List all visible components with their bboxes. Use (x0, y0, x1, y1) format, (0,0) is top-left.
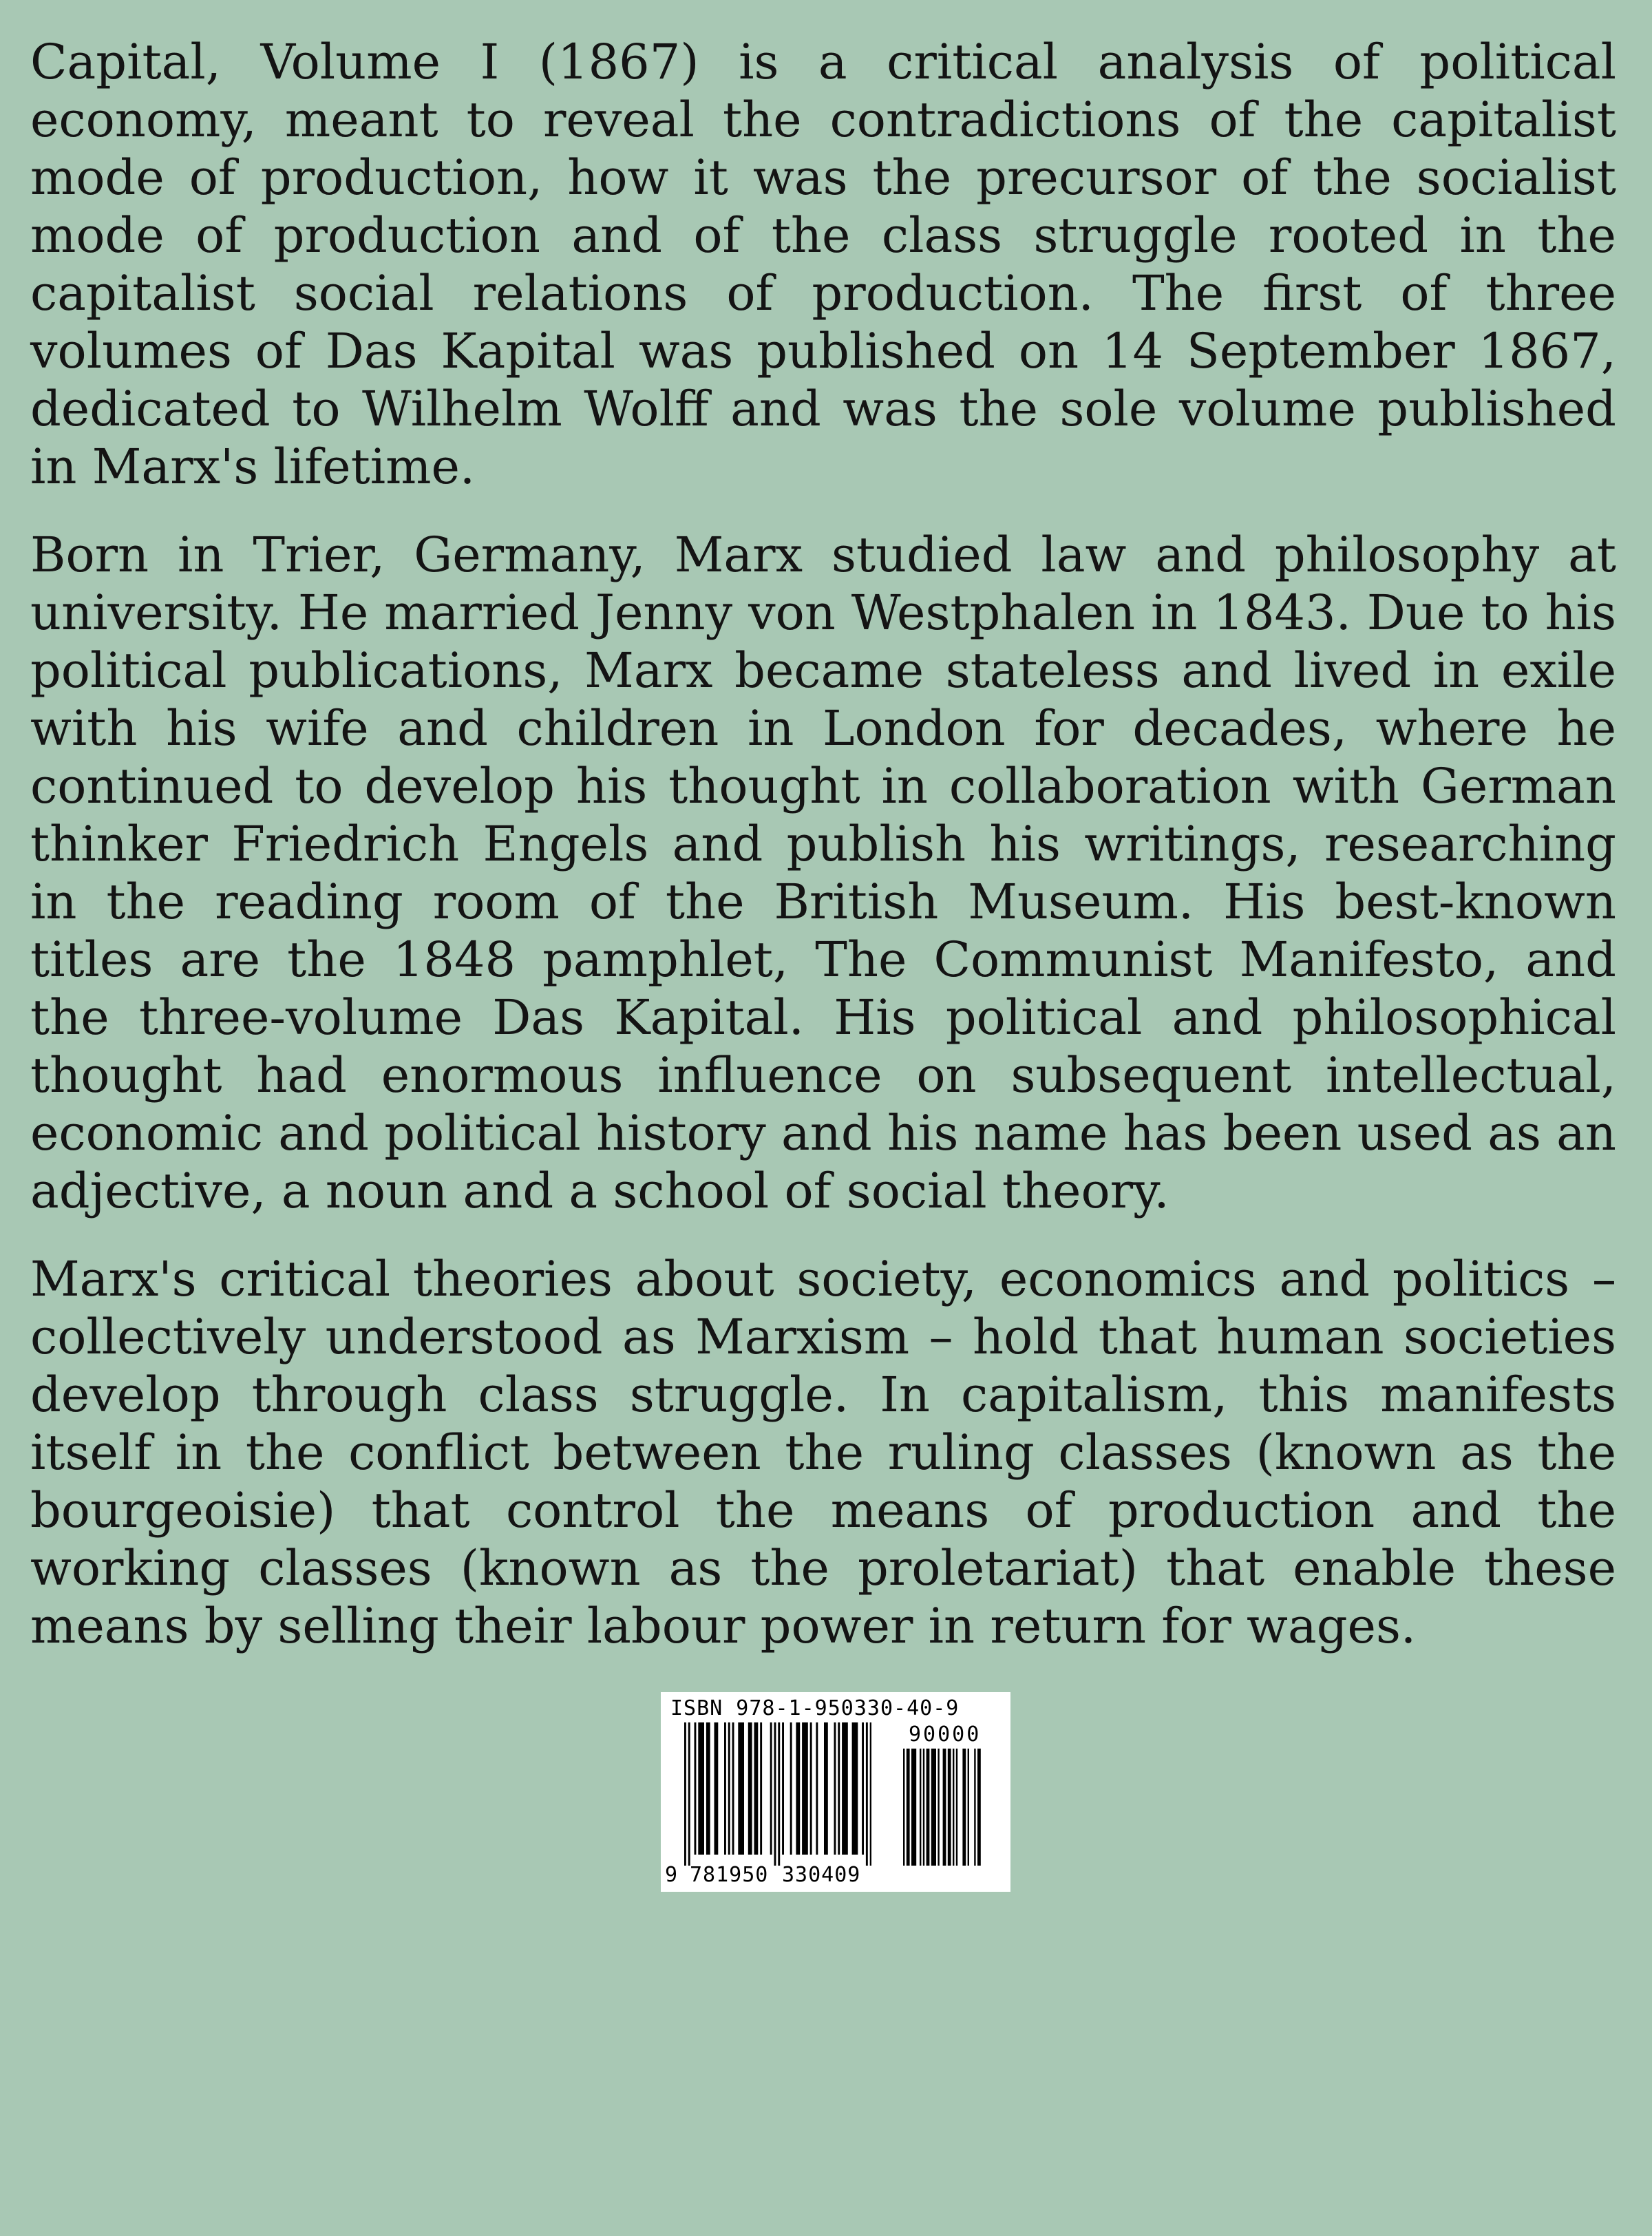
barcode-bar (926, 1749, 930, 1866)
barcode-bar (778, 1722, 780, 1866)
barcode-bar (774, 1722, 776, 1866)
ean-bars (684, 1722, 871, 1866)
ean-right-group: 330409 (782, 1863, 861, 1887)
barcode-bar (866, 1722, 868, 1866)
barcode-bar (816, 1722, 818, 1855)
barcode-bar (770, 1722, 772, 1855)
barcode-bar (968, 1749, 969, 1866)
blurb-paragraph-1: Capital, Volume I (1867) is a critical analysis of political economy, meant to reveal the contradictions of the capitalist mode of production, how it was the precursor of the socialist mode of production and of the class struggle rooted in the capitalist social relations of production. The first of three volumes of Das Kapital was published on 14 September 1867, dedicated to Wilhelm Wolff and was the sole volume published in Marx's lifetime. (30, 34, 1616, 495)
blurb-paragraph-3: Marx's critical theories about society, economics and politics – collectively understood as Marxism – hold that human societies develop through class struggle. In capitalism, this manifests itself in the conflict between the ruling classes (known as the bourgeoisie) that control the means of production and the working classes (known as the proletariat) that enable these means by selling their labour power in return for wages. (30, 1251, 1616, 1654)
price-code: 90000 (909, 1722, 982, 1747)
barcode-bar (870, 1722, 871, 1866)
barcode-bar (938, 1749, 939, 1866)
barcode-bar (931, 1749, 936, 1866)
barcode-bar (754, 1722, 759, 1855)
barcode-bar (838, 1722, 840, 1855)
blurb-paragraph-2: Born in Trier, Germany, Marx studied law and philosophy at university. He married Jenny von Westphalen in 1843. Due to his political publications, Marx became stateless and lived in exile with his wife and children in London for decades, where he continued to develop his thought in collaboration with German thinker Friedrich Engels and publish his writings, researching in the reading room of the British Museum. His best-known titles are the 1848 pamphlet, The Communist Manifesto, and the three-volume Das Kapital. His political and philosophical thought had enormous influence on subsequent intellectual, economic and political history and his name has been used as an adjective, a noun and a school of social theory. (30, 527, 1616, 1219)
barcode-bar (948, 1749, 951, 1866)
barcode-bar (923, 1749, 924, 1866)
barcode-bar (842, 1722, 848, 1855)
barcode-bar (974, 1749, 975, 1866)
barcode-bar (920, 1749, 921, 1866)
isbn-label: ISBN 978-1-950330-40-9 (670, 1696, 960, 1720)
barcode-bar (802, 1722, 808, 1855)
barcode-bar (782, 1722, 784, 1855)
barcode-bar (834, 1722, 836, 1855)
barcode-bar (706, 1722, 710, 1855)
barcode-bar (862, 1722, 864, 1855)
barcode-bar (688, 1722, 690, 1866)
barcode-bar (907, 1749, 910, 1866)
barcode-bar (953, 1749, 954, 1866)
barcode-bar (911, 1749, 916, 1866)
barcode-bar (796, 1722, 800, 1855)
barcode-bar (903, 1749, 904, 1866)
barcode-bar (698, 1722, 704, 1855)
barcode-bar (824, 1722, 828, 1855)
barcode-bar (943, 1749, 946, 1866)
barcode-bar (810, 1722, 812, 1855)
barcode-bar (724, 1722, 726, 1855)
addon-bars (903, 1749, 988, 1866)
barcode-bar (738, 1722, 744, 1855)
barcode-bar (728, 1722, 730, 1855)
barcode-bar (852, 1722, 858, 1855)
barcode-bar (956, 1749, 957, 1866)
barcode-bar (760, 1722, 762, 1855)
barcode-bar (748, 1722, 752, 1855)
barcode-bar (695, 1722, 697, 1855)
barcode-bar (977, 1749, 981, 1866)
barcode-bar (790, 1722, 792, 1855)
barcode-bar (962, 1749, 966, 1866)
barcode-bar (714, 1722, 719, 1855)
blurb-text (30, 33, 1616, 1685)
barcode-bar (684, 1722, 686, 1866)
isbn-barcode (661, 1692, 1010, 1892)
barcode-bar (732, 1722, 734, 1855)
ean-left-group: 781950 (690, 1863, 769, 1887)
ean-first-digit: 9 (665, 1863, 678, 1887)
